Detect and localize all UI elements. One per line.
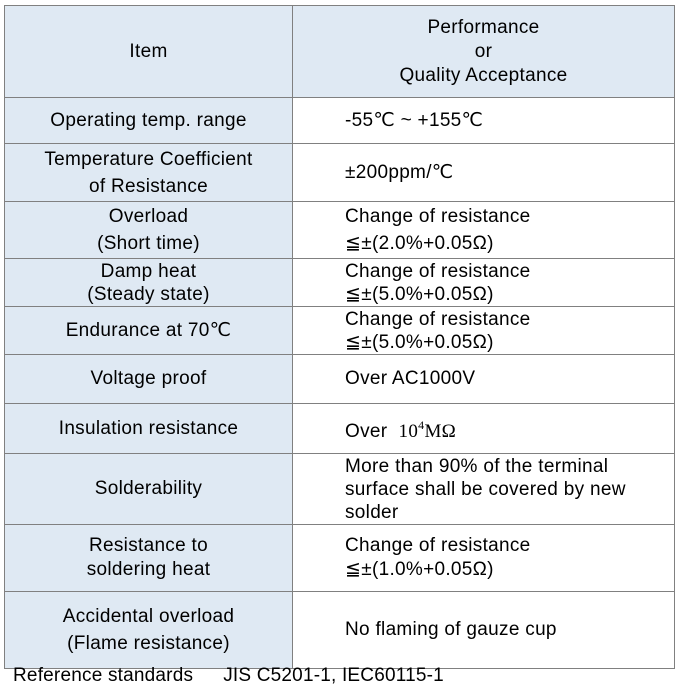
perf-cell: More than 90% of the terminal surface shall be covered by new solder	[293, 454, 675, 525]
header-row	[5, 6, 675, 98]
item-cell: Operating temp. range	[5, 98, 293, 144]
item-cell: Insulation resistance	[5, 404, 293, 454]
table-row	[5, 454, 675, 525]
table-row	[5, 202, 675, 259]
item-cell: Overload (Short time)	[5, 202, 293, 259]
header-perf-line-3: Quality Acceptance	[399, 64, 568, 86]
table-row	[5, 404, 675, 454]
header-performance	[293, 6, 675, 98]
header-perf-line-2: or	[474, 40, 493, 62]
table-row	[5, 525, 675, 592]
table-row	[5, 307, 675, 355]
perf-cell: Change of resistance ≦±(5.0%+0.05Ω)	[293, 307, 675, 355]
table-row	[5, 592, 675, 669]
header-item: Item	[5, 6, 293, 98]
header-perf-line-1: Performance	[427, 16, 540, 38]
perf-cell: Over $10^4M\Omega$	[293, 404, 675, 454]
perf-cell: Change of resistance ≦±(5.0%+0.05Ω)	[293, 259, 675, 307]
item-cell: Accidental overload (Flame resistance)	[5, 592, 293, 669]
perf-cell: Over AC1000V	[293, 355, 675, 404]
table-row	[5, 144, 675, 202]
item-cell: Endurance at 70℃	[5, 307, 293, 355]
reference-standards	[13, 665, 444, 687]
item-cell: Damp heat (Steady state)	[5, 259, 293, 307]
table-row	[5, 355, 675, 404]
item-cell: Solderability	[5, 454, 293, 525]
perf-cell: Change of resistance ≦±(2.0%+0.05Ω)	[293, 202, 675, 259]
perf-cell: -55℃ ~ +155℃	[293, 98, 675, 144]
perf-cell: Change of resistance ≦±(1.0%+0.05Ω)	[293, 525, 675, 592]
table-row	[5, 98, 675, 144]
item-cell: Temperature Coefficient of Resistance	[5, 144, 293, 202]
reference-standards-value: JIS C5201-1, IEC60115-1	[223, 665, 444, 686]
table-row	[5, 259, 675, 307]
item-cell: Resistance to soldering heat	[5, 525, 293, 592]
perf-cell: ±200ppm/℃	[293, 144, 675, 202]
perf-cell: No flaming of gauze cup	[293, 592, 675, 669]
item-cell: Voltage proof	[5, 355, 293, 404]
spec-table	[4, 5, 675, 669]
reference-label: Reference standards	[13, 665, 194, 686]
